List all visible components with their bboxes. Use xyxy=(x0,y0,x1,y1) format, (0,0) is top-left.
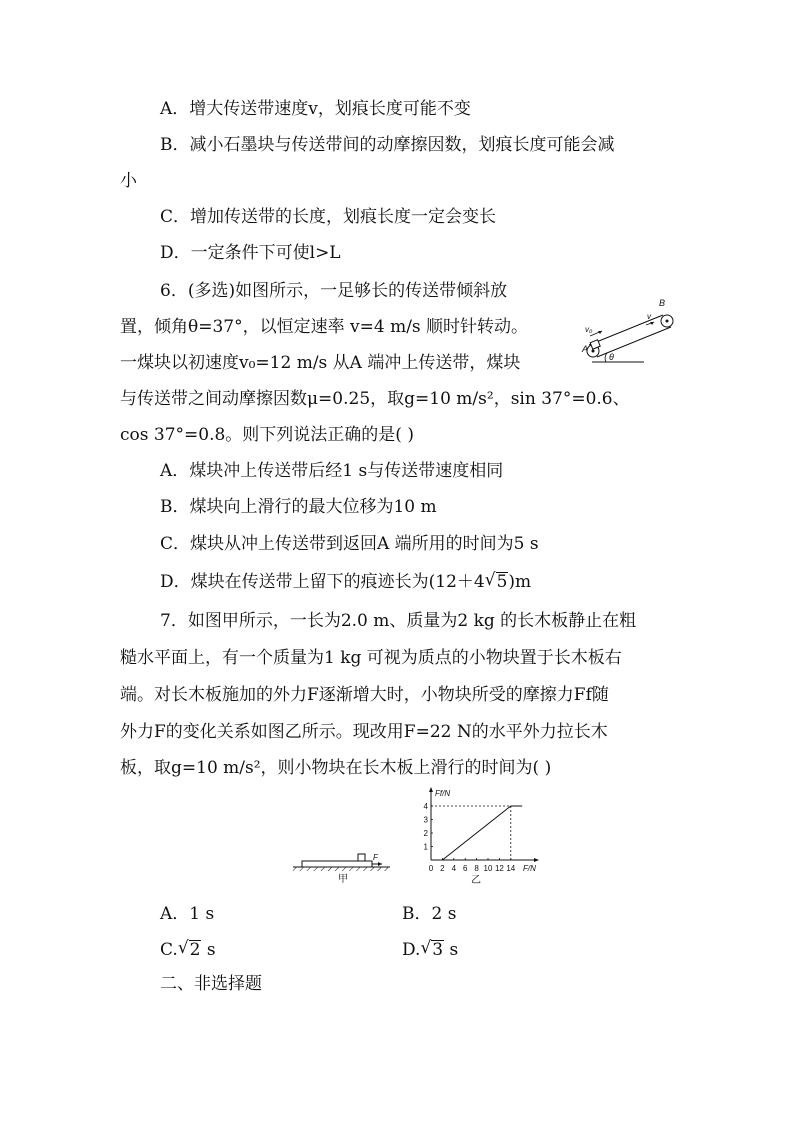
q7-figure-jia xyxy=(290,845,400,885)
fig-label-b: B xyxy=(659,298,666,308)
x-tick-label: 8 xyxy=(474,864,479,873)
y-axis-arrow xyxy=(429,787,433,792)
fig-jia-force-label: F xyxy=(373,853,378,862)
q6-option-b: B．煤块向上滑行的最大位移为10 m xyxy=(160,497,437,517)
q6-option-d-pre: D．煤块在传送带上留下的痕迹长为(12＋4 xyxy=(160,572,485,592)
q7-option-c-post: s xyxy=(201,940,216,960)
q7-option-c: C.√2 s xyxy=(160,938,216,960)
q5-option-c: C．增加传送带的长度，划痕长度一定会变长 xyxy=(160,207,497,227)
x-tick-label: 0 xyxy=(428,864,434,873)
q7-stem-line3: 端。对长木板施加的外力F逐渐增大时，小物块所受的摩擦力Ff随 xyxy=(120,685,609,705)
q6-stem-line5: cos 37°=0.8。则下列说法正确的是( ) xyxy=(120,425,414,445)
y-tick-label: 3 xyxy=(423,815,428,825)
x-tick-label: 10 xyxy=(483,864,493,873)
q7-figure-yi-chart xyxy=(418,786,550,886)
x-tick-label: 12 xyxy=(494,864,504,873)
x-tick-label: 2 xyxy=(440,864,445,873)
y-tick-label: 1 xyxy=(423,842,428,852)
fig-jia-caption: 甲 xyxy=(338,874,348,885)
x-tick-label: 4 xyxy=(451,864,457,873)
y-tick-label: 2 xyxy=(423,829,428,838)
q6-conveyor-figure xyxy=(574,292,686,372)
q5-option-b-line2: 小 xyxy=(120,171,137,191)
q6-stem-line3: 一煤块以初速度v₀=12 m/s 从A 端冲上传送带，煤块 xyxy=(120,353,521,373)
fig-label-v0: v₀ xyxy=(585,325,593,334)
fig-label-theta: θ xyxy=(609,352,614,362)
q5-option-a: A．增大传送带速度v，划痕长度可能不变 xyxy=(160,99,471,119)
q6-option-d-post: )m xyxy=(508,572,532,592)
q7-option-d-radicand: 3 xyxy=(432,940,444,960)
y-tick-label: 4 xyxy=(423,802,428,811)
fig-label-a: A xyxy=(582,344,589,354)
q7-option-b: B．2 s xyxy=(402,904,457,924)
q7-stem-line4: 外力F的变化关系如图乙所示。现改用F=22 N的水平外力拉长木 xyxy=(120,722,608,742)
section-heading: 二、非选择题 xyxy=(160,974,262,994)
x-tick-label: 14 xyxy=(506,864,516,873)
series-line xyxy=(442,806,522,860)
q7-option-d-pre: D. xyxy=(402,940,421,960)
x-tick-label: 6 xyxy=(462,864,468,873)
q7-option-c-radicand: 2 xyxy=(189,940,201,960)
q6-option-d: D．煤块在传送带上留下的痕迹长为(12＋4√5)m xyxy=(160,570,532,592)
q7-stem-line5: 板，取g=10 m/s²，则小物块在长木板上滑行的时间为( ) xyxy=(120,758,552,778)
q6-option-a: A．煤块冲上传送带后经1 s与传送带速度相同 xyxy=(160,461,504,481)
fig-label-v: v xyxy=(647,312,651,321)
q5-option-d: D．一定条件下可使l>L xyxy=(160,243,341,263)
q7-option-d: D.√3 s xyxy=(402,938,459,960)
q7-option-c-pre: C. xyxy=(160,940,178,960)
q6-option-c: C．煤块从冲上传送带到返回A 端所用的时间为5 s xyxy=(160,534,539,554)
q6-stem-line2: 置，倾角θ=37°，以恒定速率 v=4 m/s 顺时针转动。 xyxy=(120,317,529,337)
q7-stem-line1: 7．如图甲所示，一长为2.0 m、质量为2 kg 的长木板静止在粗 xyxy=(160,611,637,631)
y-axis-label: Ff/N xyxy=(435,789,451,798)
q5-option-b-line1: B．减小石墨块与传送带间的动摩擦因数，划痕长度可能会减 xyxy=(160,135,615,155)
q7-option-d-post: s xyxy=(444,940,459,960)
fig-yi-caption: 乙 xyxy=(471,875,481,886)
q6-stem-line1: 6．(多选)如图所示，一足够长的传送带倾斜放 xyxy=(160,281,508,301)
q7-option-a: A．1 s xyxy=(160,904,215,924)
q6-stem-line4: 与传送带之间动摩擦因数μ=0.25，取g=10 m/s²，sin 37°=0.6、 xyxy=(120,389,630,409)
q6-option-d-radicand: 5 xyxy=(496,572,508,592)
x-axis-arrow xyxy=(534,858,539,862)
x-axis-label: F/N xyxy=(523,864,536,873)
q7-stem-line2: 糙水平面上，有一个质量为1 kg 可视为质点的小物块置于长木板右 xyxy=(120,648,622,668)
